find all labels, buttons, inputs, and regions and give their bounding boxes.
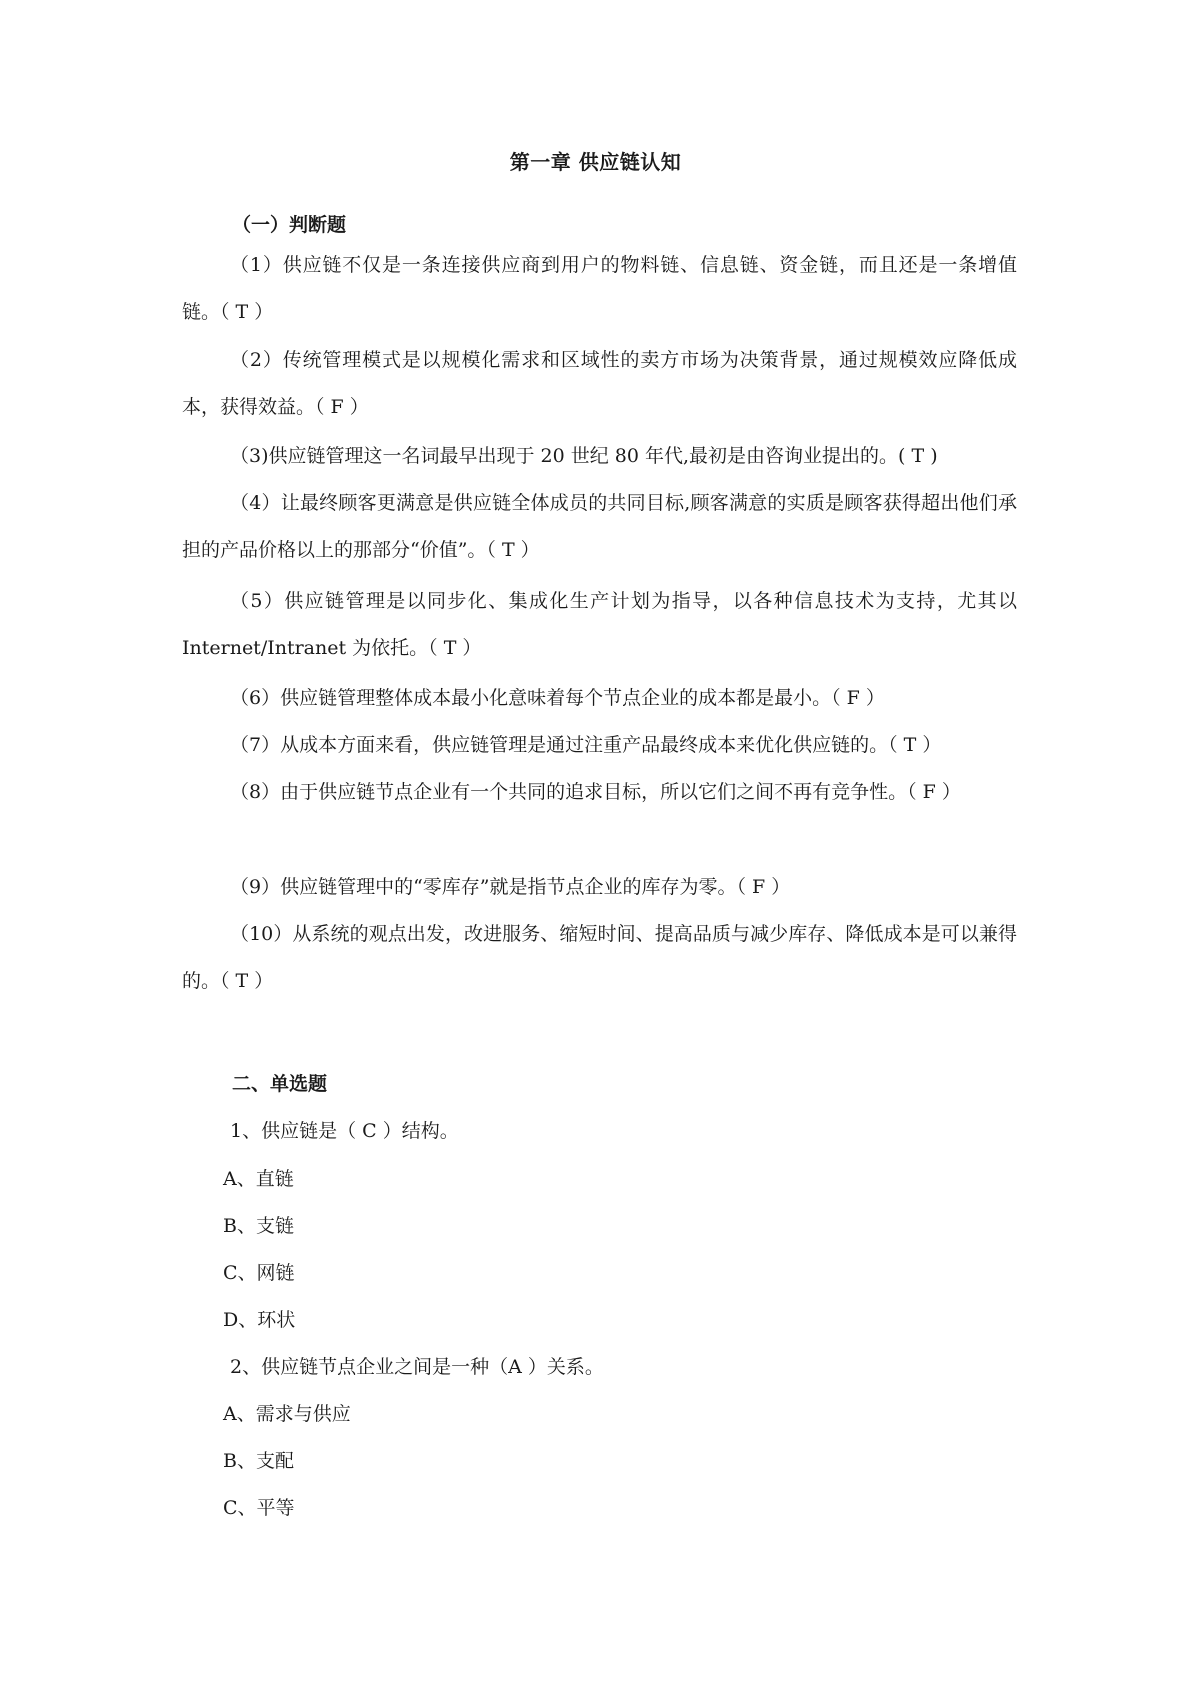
tf-question-2: （2）传统管理模式是以规模化需求和区域性的卖方市场为决策背景，通过规模效应降低成本，获得效益。（ F ） <box>182 349 1017 418</box>
mc1-option-c: C、网链 <box>223 1262 295 1284</box>
tf-question-4: （4）让最终顾客更满意是供应链全体成员的共同目标,顾客满意的实质是顾客获得超出他们承担的产品价格以上的那部分“价值”。（ T ） <box>182 492 1017 561</box>
mc2-option-a: A、需求与供应 <box>223 1403 351 1425</box>
section-heading-true-false: （一）判断题 <box>232 214 347 236</box>
mc2-option-b: B、支配 <box>223 1450 294 1472</box>
chapter-title: 第一章 供应链认知 <box>509 150 682 174</box>
tf-question-10: （10）从系统的观点出发，改进服务、缩短时间、提高品质与减少库存、降低成本是可以兼得的。（ T ） <box>182 923 1017 992</box>
tf-question-8: （8）由于供应链节点企业有一个共同的追求目标，所以它们之间不再有竞争性。（ F ） <box>230 781 961 803</box>
mc2-option-c: C、平等 <box>223 1497 295 1519</box>
section-heading-single-choice: 二、单选题 <box>232 1073 328 1095</box>
tf-question-6: （6）供应链管理整体成本最小化意味着每个节点企业的成本都是最小。（ F ） <box>230 687 885 709</box>
mc1-option-d: D、环状 <box>223 1309 296 1331</box>
tf-question-3: （3)供应链管理这一名词最早出现于 20 世纪 80 年代,最初是由咨询业提出的。( T ) <box>230 445 938 467</box>
mc1-option-a: A、直链 <box>223 1168 294 1190</box>
tf-question-7: （7）从成本方面来看，供应链管理是通过注重产品最终成本来优化供应链的。（ T ） <box>230 734 942 756</box>
tf-question-5: （5）供应链管理是以同步化、集成化生产计划为指导，以各种信息技术为支持，尤其以 Internet/Intranet 为依托。（ T ） <box>182 590 1017 659</box>
mc-question-2: 2、供应链节点企业之间是一种（A ）关系。 <box>230 1356 604 1378</box>
tf-question-1: （1）供应链不仅是一条连接供应商到用户的物料链、信息链、资金链，而且还是一条增值链。（ T ） <box>182 254 1017 323</box>
mc-question-1: 1、供应链是（ C ）结构。 <box>230 1120 459 1142</box>
mc1-option-b: B、支链 <box>223 1215 294 1237</box>
tf-question-9: （9）供应链管理中的“零库存”就是指节点企业的库存为零。（ F ） <box>230 876 791 898</box>
